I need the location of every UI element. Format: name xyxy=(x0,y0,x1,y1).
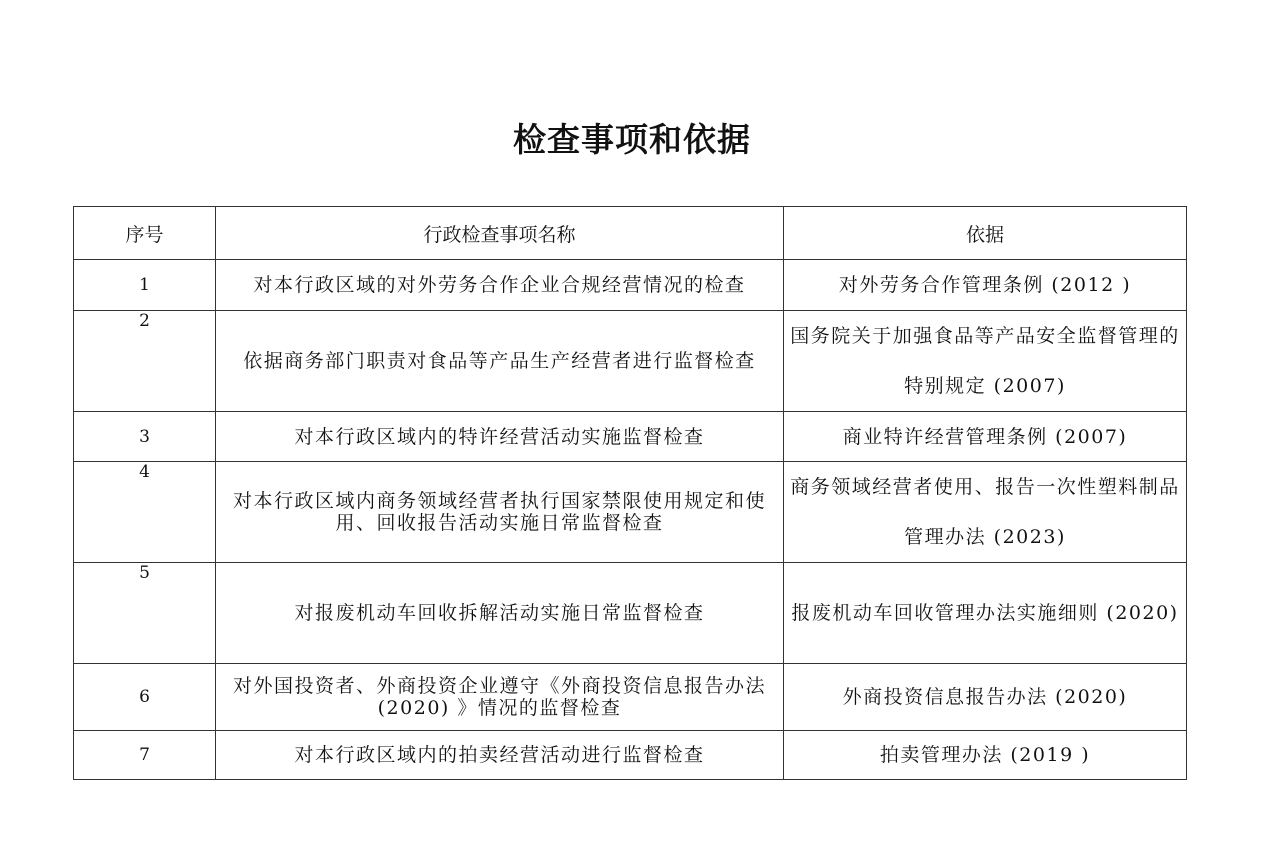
row-item: 对外国投资者、外商投资企业遵守《外商投资信息报告办法 (2020) 》情况的监督检查 xyxy=(216,664,784,731)
row-seq: 4 xyxy=(74,462,216,563)
row-seq: 3 xyxy=(74,412,216,462)
table-header-row xyxy=(74,207,1187,260)
row-item: 对本行政区域的对外劳务合作企业合规经营情况的检查 xyxy=(216,260,784,311)
table-row xyxy=(74,412,1187,462)
row-seq: 2 xyxy=(74,311,216,412)
document-title: 检查事项和依据 xyxy=(513,120,751,159)
row-item: 对本行政区域内的拍卖经营活动进行监督检查 xyxy=(216,731,784,780)
table-row xyxy=(74,462,1187,563)
row-item: 依据商务部门职责对食品等产品生产经营者进行监督检查 xyxy=(216,311,784,412)
header-basis: 依据 xyxy=(784,207,1187,260)
inspection-table xyxy=(73,206,1187,780)
row-item: 对报废机动车回收拆解活动实施日常监督检查 xyxy=(216,563,784,664)
row-seq: 7 xyxy=(74,731,216,780)
table-row xyxy=(74,664,1187,731)
header-item: 行政检查事项名称 xyxy=(216,207,784,260)
table-row xyxy=(74,260,1187,311)
header-seq: 序号 xyxy=(74,207,216,260)
table-row xyxy=(74,563,1187,664)
row-basis: 外商投资信息报告办法 (2020) xyxy=(784,664,1187,731)
table-row xyxy=(74,731,1187,780)
row-basis: 对外劳务合作管理条例 (2012 ) xyxy=(784,260,1187,311)
row-item: 对本行政区域内的特许经营活动实施监督检查 xyxy=(216,412,784,462)
row-basis: 拍卖管理办法 (2019 ) xyxy=(784,731,1187,780)
table-row xyxy=(74,311,1187,412)
row-item: 对本行政区域内商务领域经营者执行国家禁限使用规定和使用、回收报告活动实施日常监督检查 xyxy=(216,462,784,563)
row-basis: 商业特许经营管理条例 (2007) xyxy=(784,412,1187,462)
row-seq: 5 xyxy=(74,563,216,664)
row-basis: 报废机动车回收管理办法实施细则 (2020) xyxy=(784,563,1187,664)
row-basis: 国务院关于加强食品等产品安全监督管理的特别规定 (2007) xyxy=(784,311,1187,412)
row-basis: 商务领域经营者使用、报告一次性塑料制品管理办法 (2023) xyxy=(784,462,1187,563)
row-seq: 1 xyxy=(74,260,216,311)
row-seq: 6 xyxy=(74,664,216,731)
